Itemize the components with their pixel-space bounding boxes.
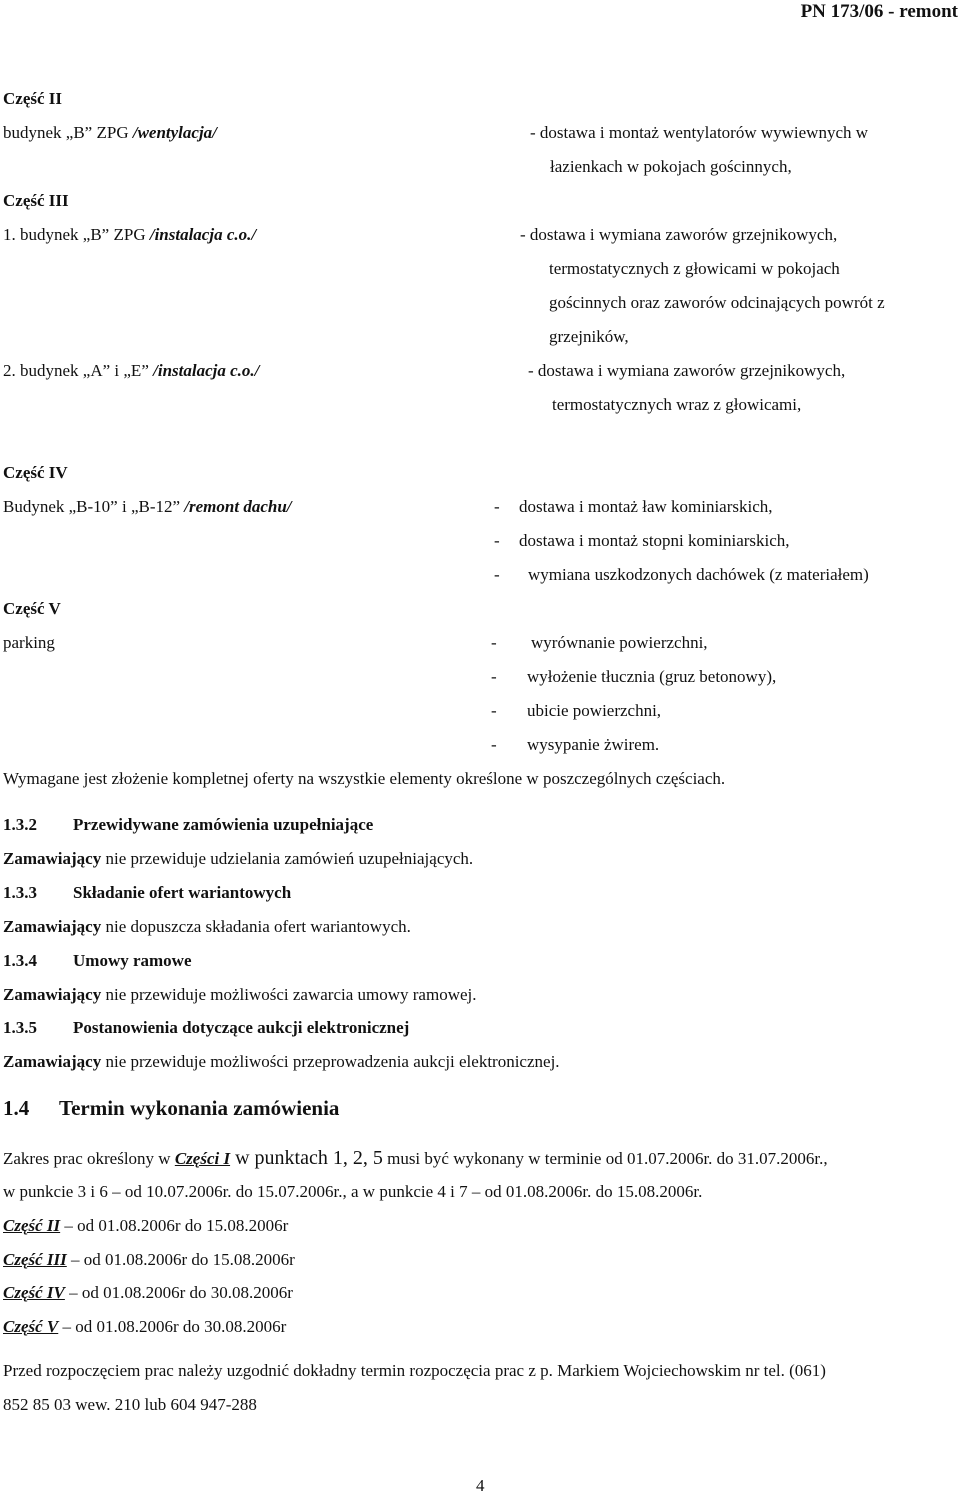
- part-range: – od 01.08.2006r do 15.08.2006r: [66, 1250, 295, 1269]
- part-v-dash-1: -: [491, 633, 497, 652]
- building-scope: /wentylacja/: [132, 123, 217, 142]
- part-name: Część IV: [3, 1283, 65, 1302]
- part-v-item-3: ubicie powierzchni,: [527, 701, 662, 720]
- part-v-dash-4: -: [491, 735, 497, 754]
- section-1-4-title: Termin wykonania zamówienia: [59, 1096, 340, 1120]
- section-1-3-4-number: 1.3.4: [3, 951, 37, 970]
- part-iv-building: [3, 497, 292, 517]
- schedule-intro-b: w: [230, 1147, 255, 1169]
- schedule-intro: [3, 1147, 828, 1170]
- part-name: Część III: [3, 1250, 67, 1269]
- section-1-3-3-text: [3, 917, 411, 937]
- part-iv-item-1: dostawa i montaż ław kominiarskich,: [519, 497, 773, 516]
- part-iii-b2-line1: - dostawa i wymiana zaworów grzejnikowych,: [528, 361, 846, 380]
- building-label: 2. budynek „A” i „E”: [3, 361, 154, 380]
- part-iv-dash-2: -: [494, 531, 500, 550]
- schedule-part-ii: [3, 1216, 288, 1236]
- building-scope: /remont dachu/: [184, 497, 292, 516]
- part-v-item-2: wyłożenie tłucznia (gruz betonowy),: [527, 667, 777, 686]
- section-1-3-4-title: Umowy ramowe: [73, 951, 192, 970]
- section-1-3-3-title: Składanie ofert wariantowych: [73, 883, 292, 902]
- part-v-title: Część V: [3, 599, 61, 618]
- schedule-part-iv: [3, 1283, 293, 1303]
- subject: Zamawiający: [3, 849, 102, 868]
- part-range: – od 01.08.2006r do 30.08.2006r: [64, 1283, 293, 1302]
- schedule-intro-d: musi być wykonany w terminie od 01.07.2006r. do 31.07.2006r.,: [382, 1149, 828, 1168]
- part-iv-item-3: wymiana uszkodzonych dachówek (z materiałem): [528, 565, 869, 584]
- part-iv-dash-1: -: [494, 497, 500, 516]
- building-scope: /instalacja c.o./: [153, 361, 260, 380]
- part-iii-b1-line4: grzejników,: [549, 327, 629, 346]
- document-reference: PN 173/06 - remont: [800, 1, 958, 22]
- building-label: Budynek „B-10” i „B-12”: [3, 497, 185, 516]
- part-iii-b1-line2: termostatycznych z głowicami w pokojach: [549, 259, 840, 278]
- building-scope: /instalacja c.o./: [149, 225, 257, 244]
- part-v-item-4: wysypanie żwirem.: [527, 735, 660, 754]
- part-iii-building-2: [3, 361, 259, 381]
- part-iii-building-1: [3, 225, 256, 245]
- section-1-4-number: 1.4: [3, 1096, 30, 1120]
- schedule-part-v: [3, 1317, 286, 1337]
- section-1-3-5-text: [3, 1052, 560, 1072]
- part-ii-item-line2: łazienkach w pokojach gościnnych,: [550, 157, 792, 176]
- part-ii-title: Część II: [3, 89, 63, 108]
- subject: Zamawiający: [3, 985, 102, 1004]
- part-ii-building: [3, 123, 217, 143]
- building-label: 1. budynek „B” ZPG: [3, 225, 150, 244]
- schedule-line2: w punkcie 3 i 6 – od 10.07.2006r. do 15.07.2006r., a w punkcie 4 i 7 – od 01.08.2006r. do 15.08.2006r.: [3, 1182, 703, 1201]
- contact-line2: 852 85 03 wew. 210 lub 604 947-288: [3, 1395, 257, 1414]
- part-v-dash-3: -: [491, 701, 497, 720]
- subject: Zamawiający: [3, 1052, 102, 1071]
- part-ii-item-line1: - dostawa i montaż wentylatorów wywiewnych w: [530, 123, 869, 142]
- schedule-part-ref: Części I: [174, 1149, 231, 1168]
- part-iii-title: Część III: [3, 191, 69, 210]
- part-v-item-1: wyrównanie powierzchni,: [531, 633, 708, 652]
- section-1-3-3-number: 1.3.3: [3, 883, 37, 902]
- part-iv-title: Część IV: [3, 463, 68, 482]
- section-1-3-2-number: 1.3.2: [3, 815, 37, 834]
- part-iv-dash-3: -: [494, 565, 500, 584]
- part-iv-item-2: dostawa i montaż stopni kominiarskich,: [519, 531, 790, 550]
- part-iii-b1-line1: - dostawa i wymiana zaworów grzejnikowych,: [520, 225, 838, 244]
- contact-line1: Przed rozpoczęciem prac należy uzgodnić dokładny termin rozpoczęcia prac z p. Markiem Wojciechowskim nr tel. (061): [3, 1361, 826, 1380]
- part-range: – od 01.08.2006r do 30.08.2006r: [58, 1317, 287, 1336]
- section-1-3-5-number: 1.3.5: [3, 1018, 37, 1037]
- section-1-3-2-text: [3, 849, 473, 869]
- part-v-dash-2: -: [491, 667, 497, 686]
- page-number: 4: [476, 1476, 485, 1495]
- part-range: – od 01.08.2006r do 15.08.2006r: [60, 1216, 289, 1235]
- schedule-intro-a: Zakres prac określony w: [3, 1149, 175, 1168]
- requirement-note: Wymagane jest złożenie kompletnej oferty na wszystkie elementy określone w poszczególnych częściach.: [3, 769, 726, 788]
- part-iii-b2-line2: termostatycznych wraz z głowicami,: [552, 395, 802, 414]
- section-1-3-5-title: Postanowienia dotyczące aukcji elektronicznej: [73, 1018, 410, 1037]
- statement: nie przewiduje możliwości zawarcia umowy ramowej.: [101, 985, 477, 1004]
- part-name: Część II: [3, 1216, 61, 1235]
- statement: nie przewiduje możliwości przeprowadzenia aukcji elektronicznej.: [101, 1052, 560, 1071]
- statement: nie dopuszcza składania ofert wariantowych.: [101, 917, 411, 936]
- statement: nie przewiduje udzielania zamówień uzupełniających.: [101, 849, 474, 868]
- schedule-points: punktach 1, 2, 5: [254, 1147, 383, 1169]
- part-v-location: parking: [3, 633, 55, 652]
- building-label: budynek „B” ZPG: [3, 123, 133, 142]
- section-1-3-4-text: [3, 985, 477, 1005]
- section-1-3-2-title: Przewidywane zamówienia uzupełniające: [73, 815, 374, 834]
- part-name: Część V: [3, 1317, 59, 1336]
- subject: Zamawiający: [3, 917, 102, 936]
- schedule-part-iii: [3, 1250, 295, 1270]
- part-iii-b1-line3: gościnnych oraz zaworów odcinających powrót z: [549, 293, 885, 312]
